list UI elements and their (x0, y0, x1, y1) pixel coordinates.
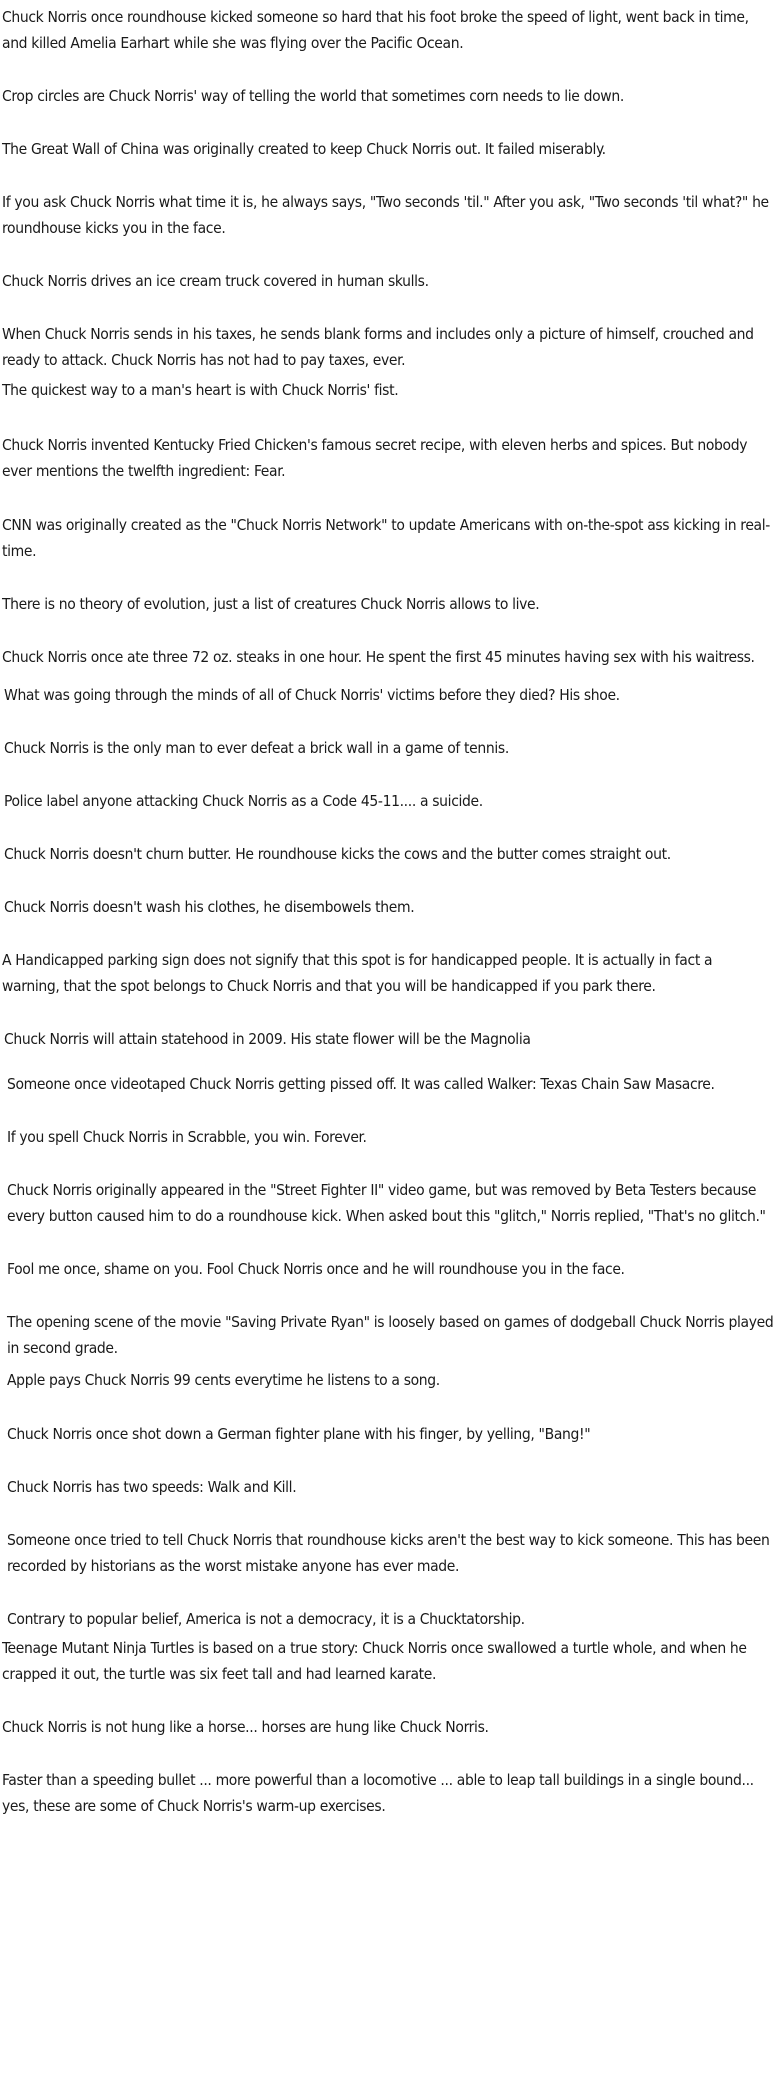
fact-paragraph: Someone once videotaped Chuck Norris getting pissed off. It was called Walker: Texas Chain Saw Masacre. (7, 1075, 715, 1093)
fact-paragraph: Chuck Norris once shot down a German fighter plane with his finger, by yelling, "Bang!" (7, 1425, 591, 1443)
fact-paragraph: Chuck Norris invented Kentucky Fried Chicken's famous secret recipe, with eleven herbs and spices. But nobody ever mentions the twelfth ingredient: Fear. (2, 436, 748, 480)
fact-paragraph: The quickest way to a man's heart is with Chuck Norris' fist. (2, 381, 399, 399)
fact-paragraph: Teenage Mutant Ninja Turtles is based on a true story: Chuck Norris once swallowed a turtle whole, and when he crapped it out, the turtle was six feet tall and had learned karate. (2, 1639, 747, 1683)
fact-paragraph: Chuck Norris is the only man to ever defeat a brick wall in a game of tennis. (4, 739, 509, 757)
fact-paragraph: Fool me once, shame on you. Fool Chuck Norris once and he will roundhouse you in the face. (7, 1260, 625, 1278)
fact-paragraph: When Chuck Norris sends in his taxes, he sends blank forms and includes only a picture of himself, crouched and ready to attack. Chuck Norris has not had to pay taxes, ever. (2, 325, 754, 369)
fact-paragraph: Someone once tried to tell Chuck Norris that roundhouse kicks aren't the best way to kick someone. This has been recorded by historians as the worst mistake anyone has ever made. (7, 1531, 770, 1575)
fact-paragraph: Crop circles are Chuck Norris' way of telling the world that sometimes corn needs to lie down. (2, 87, 624, 105)
fact-paragraph: Chuck Norris doesn't churn butter. He roundhouse kicks the cows and the butter comes straight out. (4, 845, 671, 863)
fact-paragraph: If you ask Chuck Norris what time it is, he always says, "Two seconds 'til." After you ask, "Two seconds 'til what?" he roundhouse kicks you in the face. (2, 193, 769, 237)
fact-paragraph: What was going through the minds of all of Chuck Norris' victims before they died? His shoe. (4, 686, 620, 704)
fact-paragraph: The Great Wall of China was originally created to keep Chuck Norris out. It failed miserably. (2, 140, 606, 158)
fact-paragraph: Faster than a speeding bullet ... more powerful than a locomotive ... able to leap tall buildings in a single bound... yes, these are some of Chuck Norris's warm-up exercises. (2, 1771, 754, 1815)
fact-paragraph: Police label anyone attacking Chuck Norris as a Code 45-11.... a suicide. (4, 792, 483, 810)
fact-paragraph: CNN was originally created as the "Chuck Norris Network" to update Americans with on-the-spot ass kicking in real-time. (2, 516, 770, 560)
fact-paragraph: The opening scene of the movie "Saving Private Ryan" is loosely based on games of dodgeball Chuck Norris played in second grade. (7, 1313, 774, 1357)
fact-paragraph: A Handicapped parking sign does not signify that this spot is for handicapped people. It is actually in fact a warning, that the spot belongs to Chuck Norris and that you will be handicapped if you park there. (2, 951, 713, 995)
fact-paragraph: Chuck Norris is not hung like a horse... horses are hung like Chuck Norris. (2, 1718, 489, 1736)
fact-paragraph: Chuck Norris drives an ice cream truck covered in human skulls. (2, 272, 429, 290)
fact-paragraph: Chuck Norris doesn't wash his clothes, he disembowels them. (4, 898, 415, 916)
fact-paragraph: If you spell Chuck Norris in Scrabble, you win. Forever. (7, 1128, 367, 1146)
fact-paragraph: Apple pays Chuck Norris 99 cents everytime he listens to a song. (7, 1371, 440, 1389)
fact-paragraph: Chuck Norris once roundhouse kicked someone so hard that his foot broke the speed of light, went back in time, and killed Amelia Earhart while she was flying over the Pacific Ocean. (2, 8, 749, 52)
fact-paragraph: Contrary to popular belief, America is not a democracy, it is a Chucktatorship. (7, 1610, 525, 1628)
fact-paragraph: There is no theory of evolution, just a list of creatures Chuck Norris allows to live. (2, 595, 540, 613)
fact-paragraph: Chuck Norris originally appeared in the "Street Fighter II" video game, but was removed by Beta Testers because every button caused him to do a roundhouse kick. When asked bout this "glitch," Norris replied, "That's no glitch." (7, 1181, 766, 1225)
fact-paragraph: Chuck Norris will attain statehood in 2009. His state flower will be the Magnolia (4, 1030, 531, 1048)
fact-paragraph: Chuck Norris has two speeds: Walk and Kill. (7, 1478, 297, 1496)
fact-paragraph: Chuck Norris once ate three 72 oz. steaks in one hour. He spent the first 45 minutes having sex with his waitress. (2, 648, 755, 666)
